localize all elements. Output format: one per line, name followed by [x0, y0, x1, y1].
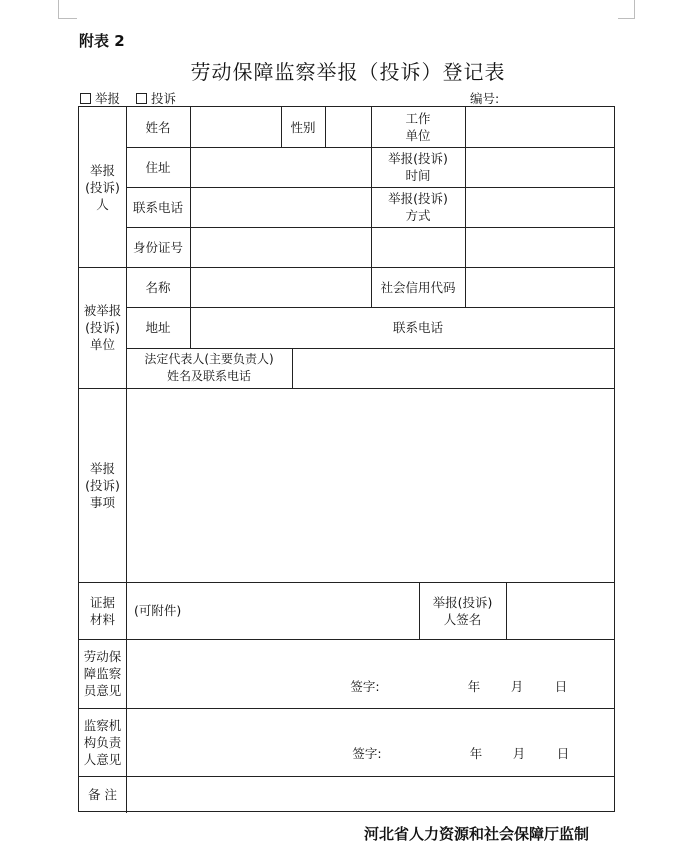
reported-unit-section-label: 被举报 (投诉) 单位	[83, 303, 122, 352]
unit-address-field[interactable]	[190, 307, 371, 348]
id-number-field[interactable]	[190, 227, 615, 267]
complainant-section-label: 举报 (投诉) 人	[85, 162, 120, 212]
name-label: 姓名	[145, 119, 171, 135]
report-time-field[interactable]	[465, 147, 615, 187]
report-time-label: 举报(投诉) 时间	[388, 151, 448, 183]
inspector-sign-label: 签字:	[350, 678, 380, 694]
unit-name-field[interactable]	[190, 267, 371, 307]
remarks-field[interactable]	[126, 776, 615, 812]
credit-code-field[interactable]	[465, 267, 615, 307]
complaint-checkbox[interactable]	[136, 93, 147, 104]
agency-month-label: 月	[512, 745, 526, 761]
signature-field[interactable]	[506, 582, 615, 639]
agency-opinion-field[interactable]	[126, 708, 615, 776]
inspector-year-label: 年	[467, 678, 481, 694]
crop-mark-top-right	[618, 0, 635, 19]
report-method-field[interactable]	[465, 187, 615, 227]
form-title: 劳动保障监察举报（投诉）登记表	[190, 60, 506, 84]
appendix-label: 附表 2	[79, 32, 125, 50]
gender-label: 性别	[290, 119, 316, 135]
address-field[interactable]	[190, 147, 371, 187]
legal-rep-field[interactable]	[292, 348, 615, 388]
address-label: 住址	[145, 159, 171, 175]
unit-phone-field[interactable]	[465, 307, 615, 348]
id-number-label: 身份证号	[132, 239, 183, 255]
work-unit-label: 工作 单位	[405, 111, 431, 143]
agency-day-label: 日	[556, 745, 570, 761]
inspector-opinion-field[interactable]	[126, 639, 615, 708]
phone-field[interactable]	[190, 187, 371, 227]
supervisor-footer: 河北省人力资源和社会保障厅监制	[364, 825, 590, 843]
legal-rep-label: 法定代表人(主要负责人) 姓名及联系电话	[144, 352, 274, 383]
evidence-field[interactable]	[126, 582, 419, 639]
signature-label: 举报(投诉) 人签名	[432, 594, 493, 627]
name-field[interactable]	[190, 107, 281, 147]
inspector-month-label: 月	[510, 678, 524, 694]
complaint-option[interactable]	[136, 89, 176, 107]
matters-section-label: 举报 (投诉) 事项	[85, 460, 120, 510]
report-option[interactable]	[80, 89, 120, 107]
inspector-opinion-label: 劳动保 障监察 员意见	[83, 649, 122, 698]
credit-code-label: 社会信用代码	[380, 279, 456, 295]
unit-name-label: 名称	[145, 279, 171, 295]
unit-address-label: 地址	[145, 320, 171, 335]
report-method-label: 举报(投诉) 方式	[388, 191, 448, 223]
report-option-label: 举报	[95, 91, 121, 106]
work-unit-field[interactable]	[465, 107, 615, 147]
inspector-day-label: 日	[554, 678, 568, 694]
agency-year-label: 年	[469, 745, 483, 761]
agency-sign-label: 签字:	[352, 745, 382, 761]
report-checkbox[interactable]	[80, 93, 91, 104]
remarks-label: 备 注	[88, 786, 117, 802]
unit-phone-label: 联系电话	[392, 320, 443, 335]
evidence-section-label: 证据 材料	[89, 594, 115, 627]
agency-opinion-label: 监察机 构负责 人意见	[83, 717, 122, 767]
crop-mark-top-left	[58, 0, 77, 19]
complaint-option-label: 投诉	[151, 91, 177, 106]
serial-number-label: 编号:	[470, 91, 500, 106]
gender-field[interactable]	[325, 107, 371, 147]
phone-label: 联系电话	[132, 199, 183, 215]
evidence-placeholder: (可附件)	[134, 603, 182, 618]
matters-field[interactable]	[126, 388, 615, 582]
registration-form	[78, 106, 615, 812]
